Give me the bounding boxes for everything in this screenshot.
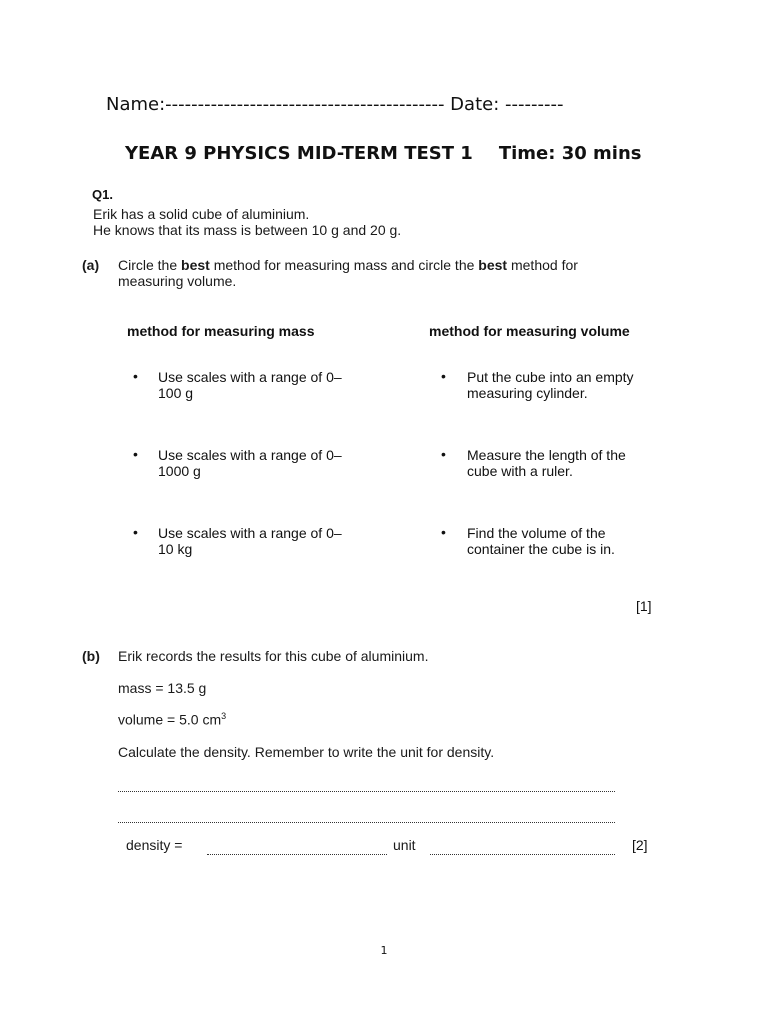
bullet-icon: •	[133, 368, 138, 384]
question-number: Q1.	[92, 187, 113, 202]
volume-option[interactable]: Measure the length of the cube with a ruler.	[467, 447, 626, 479]
mass-column-heading: method for measuring mass	[127, 323, 315, 339]
mass-option[interactable]: Use scales with a range of 0–10 kg	[158, 525, 342, 557]
bullet-icon: •	[441, 368, 446, 384]
time-limit: Time: 30 mins	[498, 143, 642, 164]
part-b-label: (b)	[82, 648, 100, 664]
test-title-line	[125, 143, 642, 164]
volume-result	[118, 711, 226, 728]
mass-result: mass = 13.5 g	[118, 680, 207, 696]
part-b-text: Erik records the results for this cube of aluminium.	[118, 648, 429, 664]
page-number: 1	[380, 944, 388, 957]
part-a-text-2: method for measuring mass and circle the	[209, 257, 479, 273]
working-line-1[interactable]	[118, 791, 615, 792]
part-a-text-3: method for measuring volume.	[118, 257, 578, 289]
unit-label: unit	[393, 837, 416, 853]
volume-column-heading: method for measuring volume	[429, 323, 630, 339]
mass-option[interactable]: Use scales with a range of 0–100 g	[158, 369, 342, 401]
working-line-2[interactable]	[118, 822, 615, 823]
part-a	[82, 257, 642, 291]
mass-option[interactable]: Use scales with a range of 0–1000 g	[158, 447, 342, 479]
stem-line-2: He knows that its mass is between 10 g and 20 g.	[93, 222, 402, 238]
bullet-icon: •	[133, 524, 138, 540]
question-stem	[93, 206, 593, 238]
part-a-text	[118, 257, 618, 289]
density-answer-line[interactable]	[207, 854, 387, 855]
unit-answer-line[interactable]	[430, 854, 615, 855]
part-a-bold-1: best	[181, 257, 210, 273]
part-a-bold-2: best	[478, 257, 508, 273]
volume-unit-superscript: 3	[221, 711, 227, 721]
volume-option[interactable]: Put the cube into an empty measuring cylinder.	[467, 369, 634, 401]
part-b	[82, 648, 642, 666]
part-b-marks: [2]	[632, 837, 648, 853]
part-a-marks: [1]	[636, 598, 652, 614]
part-a-text-1: Circle the	[118, 257, 182, 273]
bullet-icon: •	[133, 446, 138, 462]
part-a-label: (a)	[82, 257, 100, 273]
bullet-icon: •	[441, 524, 446, 540]
calculation-instruction: Calculate the density. Remember to write the unit for density.	[118, 744, 495, 760]
stem-line-1: Erik has a solid cube of aluminium.	[93, 206, 310, 222]
name-date-line: Name:------------------------------------------- Date: ---------	[106, 94, 564, 115]
bullet-icon: •	[441, 446, 446, 462]
volume-option[interactable]: Find the volume of the container the cube is in.	[467, 525, 615, 557]
density-label: density =	[126, 837, 183, 853]
test-title: YEAR 9 PHYSICS MID-TERM TEST 1	[125, 143, 473, 164]
volume-value: volume = 5.0 cm	[118, 711, 222, 728]
